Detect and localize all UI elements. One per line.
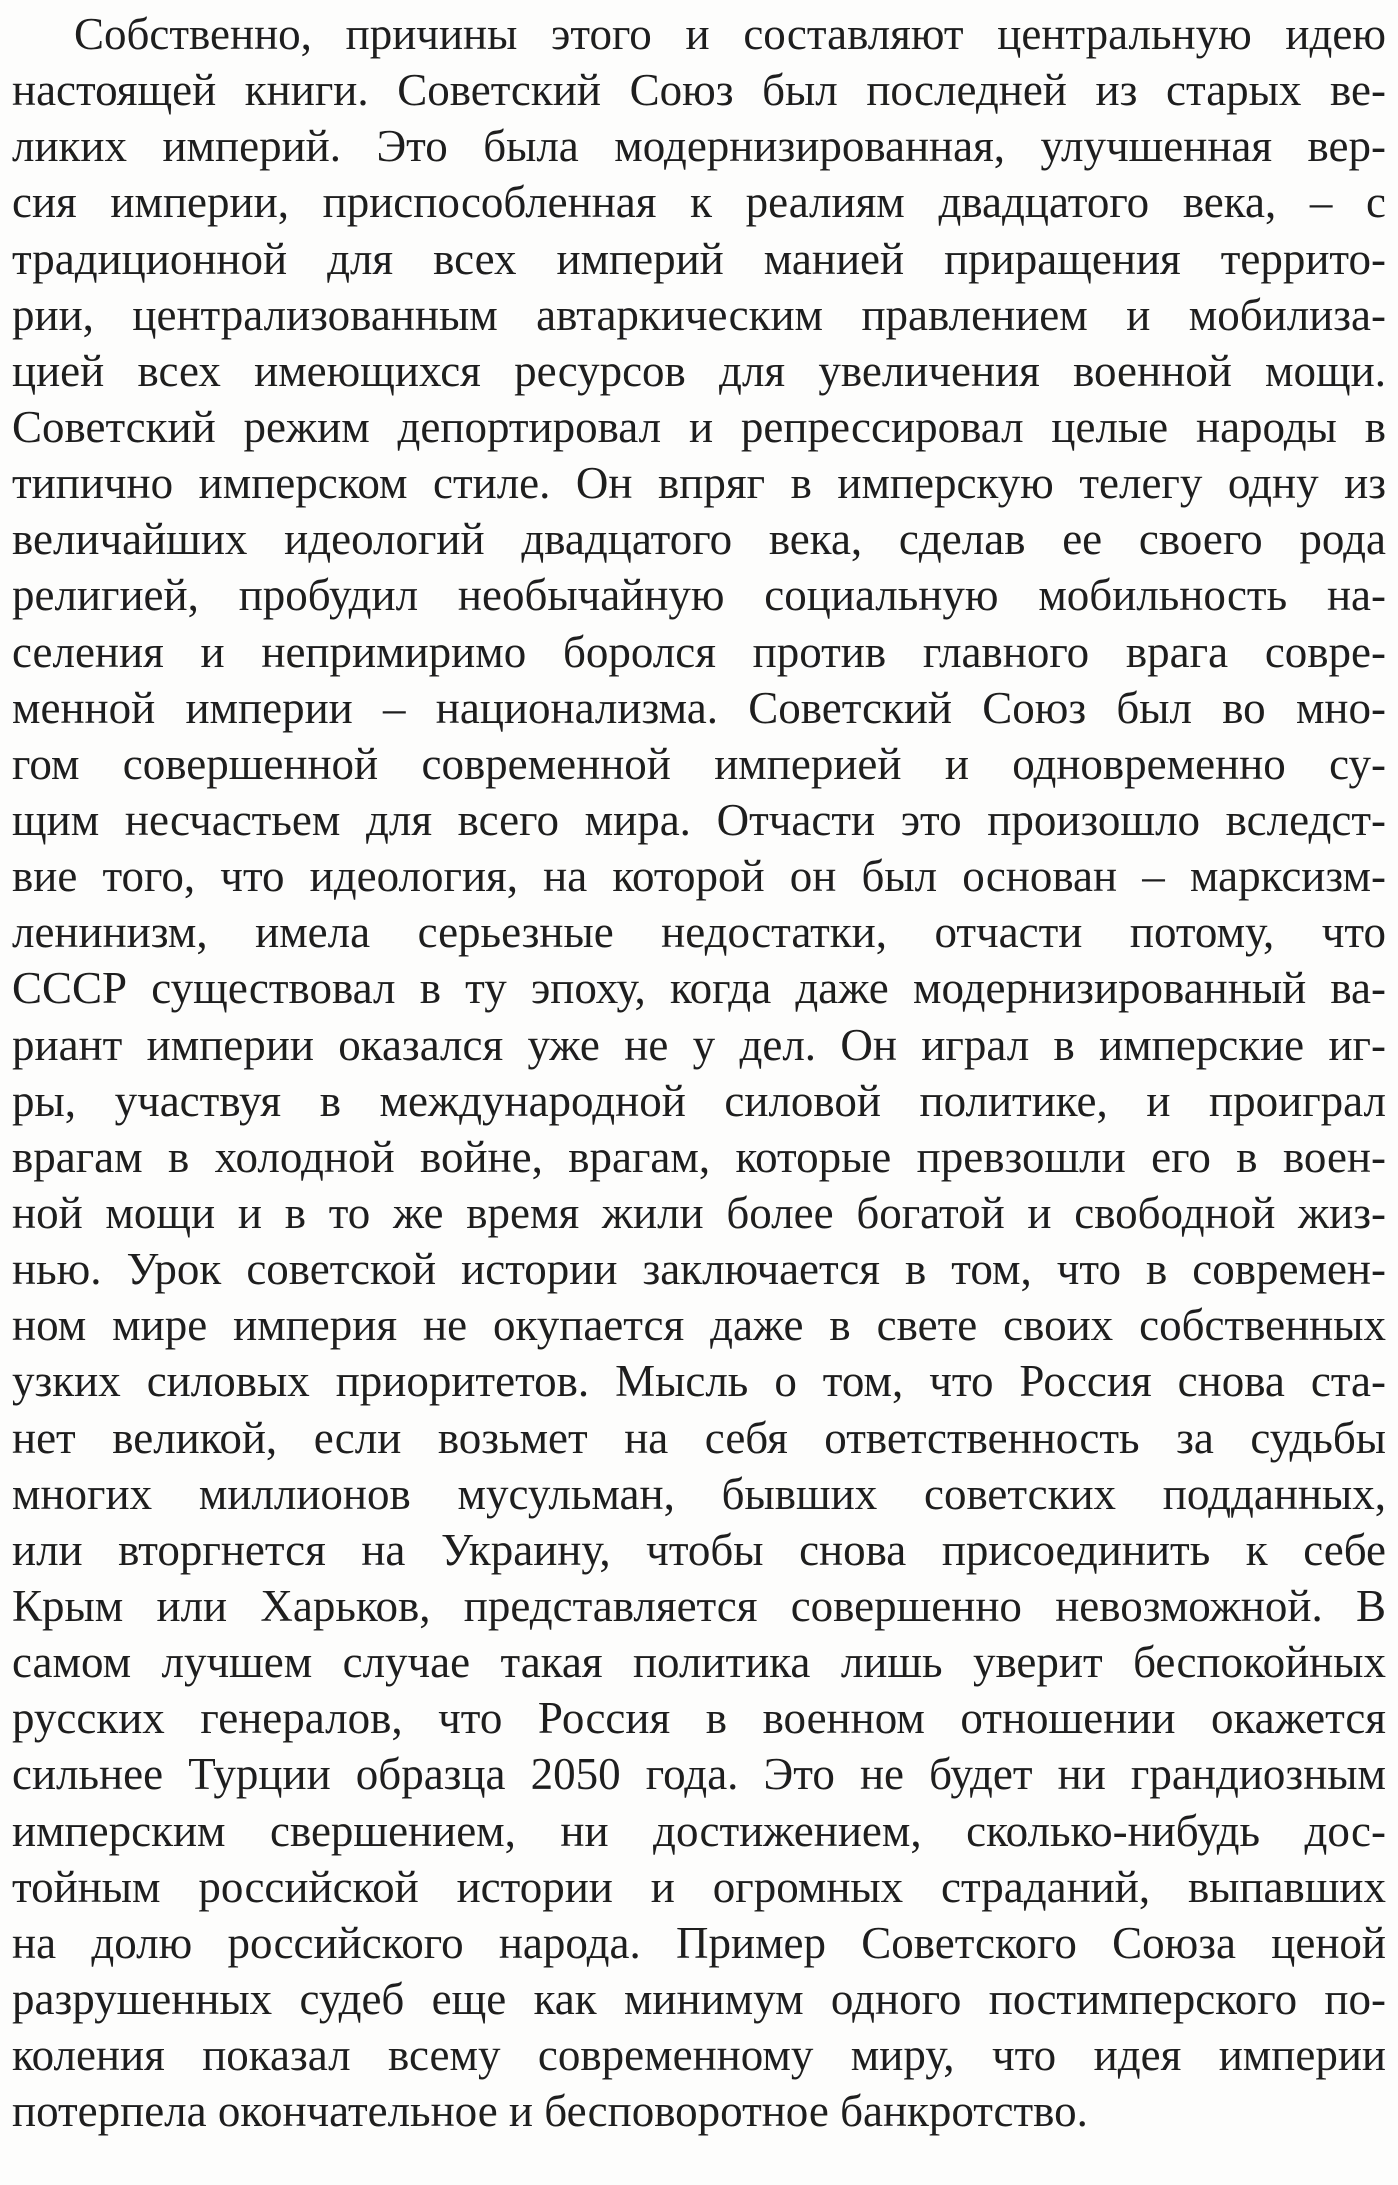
text-line: или вторгнется на Украину, чтобы снова присоединить к себе — [12, 1524, 1386, 1575]
text-line: имперским свершением, ни достижением, сколько-нибудь дос- — [12, 1805, 1386, 1856]
text-line: коления показал всему современному миру, что идея империи — [12, 2030, 1386, 2081]
text-line: традиционной для всех империй манией приращения террито- — [12, 233, 1386, 284]
text-line: сильнее Турции образца 2050 года. Это не будет ни грандиозным — [12, 1749, 1386, 1800]
text-line: гом совершенной современной империей и одновременно су- — [12, 738, 1386, 789]
text-line: самом лучшем случае такая политика лишь уверит беспокойных — [12, 1637, 1386, 1688]
text-line: нет великой, если возьмет на себя ответственность за судьбы — [12, 1412, 1386, 1463]
text-line: ной мощи и в то же время жили более богатой и свободной жиз- — [12, 1187, 1386, 1238]
text-line: Крым или Харьков, представляется совершенно невозможной. В — [12, 1580, 1386, 1631]
text-line: нью. Урок советской истории заключается в том, что в современ- — [12, 1244, 1386, 1295]
text-line: Советский режим депортировал и репрессировал целые народы в — [12, 401, 1386, 452]
text-line: риант империи оказался уже не у дел. Он играл в имперские иг- — [12, 1019, 1386, 1070]
text-line: настоящей книги. Советский Союз был последней из старых ве- — [12, 65, 1386, 116]
text-line: щим несчастьем для всего мира. Отчасти это произошло вследст- — [12, 794, 1386, 845]
text-line: узких силовых приоритетов. Мысль о том, что Россия снова ста- — [12, 1356, 1386, 1407]
text-line: типично имперском стиле. Он впряг в имперскую телегу одну из — [12, 458, 1386, 509]
text-line: Собственно, причины этого и составляют центральную идею — [74, 9, 1386, 59]
text-line: рии, централизованным автаркическим правлением и мобилиза- — [12, 289, 1386, 340]
text-line: многих миллионов мусульман, бывших советских подданных, — [12, 1468, 1386, 1519]
text-line: потерпела окончательное и бесповоротное банкротство. — [12, 2086, 1088, 2137]
text-line: цией всех имеющихся ресурсов для увеличения военной мощи. — [12, 345, 1386, 396]
text-line: ры, участвуя в международной силовой политике, и проиграл — [12, 1075, 1386, 1126]
text-line: СССР существовал в ту эпоху, когда даже модернизированный ва- — [12, 963, 1386, 1014]
text-line: ленинизм, имела серьезные недостатки, отчасти потому, что — [12, 907, 1386, 958]
text-line: тойным российской истории и огромных страданий, выпавших — [12, 1861, 1386, 1912]
text-line: религией, пробудил необычайную социальную мобильность на- — [12, 570, 1386, 621]
text-line: сия империи, приспособленная к реалиям двадцатого века, – с — [12, 177, 1386, 228]
text-line: селения и непримиримо боролся против главного врага совре- — [12, 626, 1386, 677]
text-line: вие того, что идеология, на которой он был основан – марксизм- — [12, 851, 1386, 902]
text-line: на долю российского народа. Пример Советского Союза ценой — [12, 1917, 1386, 1968]
text-line: менной империи – национализма. Советский Союз был во мно- — [12, 682, 1386, 733]
text-line: русских генералов, что Россия в военном отношении окажется — [12, 1693, 1386, 1744]
text-line: врагам в холодной войне, врагам, которые превзошли его в воен- — [12, 1131, 1386, 1182]
text-line: ликих империй. Это была модернизированная, улучшенная вер- — [12, 121, 1386, 172]
body-paragraph — [12, 6, 1386, 2139]
text-line: разрушенных судеб еще как минимум одного постимперского по- — [12, 1973, 1386, 2024]
text-line: величайших идеологий двадцатого века, сделав ее своего рода — [12, 514, 1386, 565]
text-line: ном мире империя не окупается даже в свете своих собственных — [12, 1300, 1386, 1351]
